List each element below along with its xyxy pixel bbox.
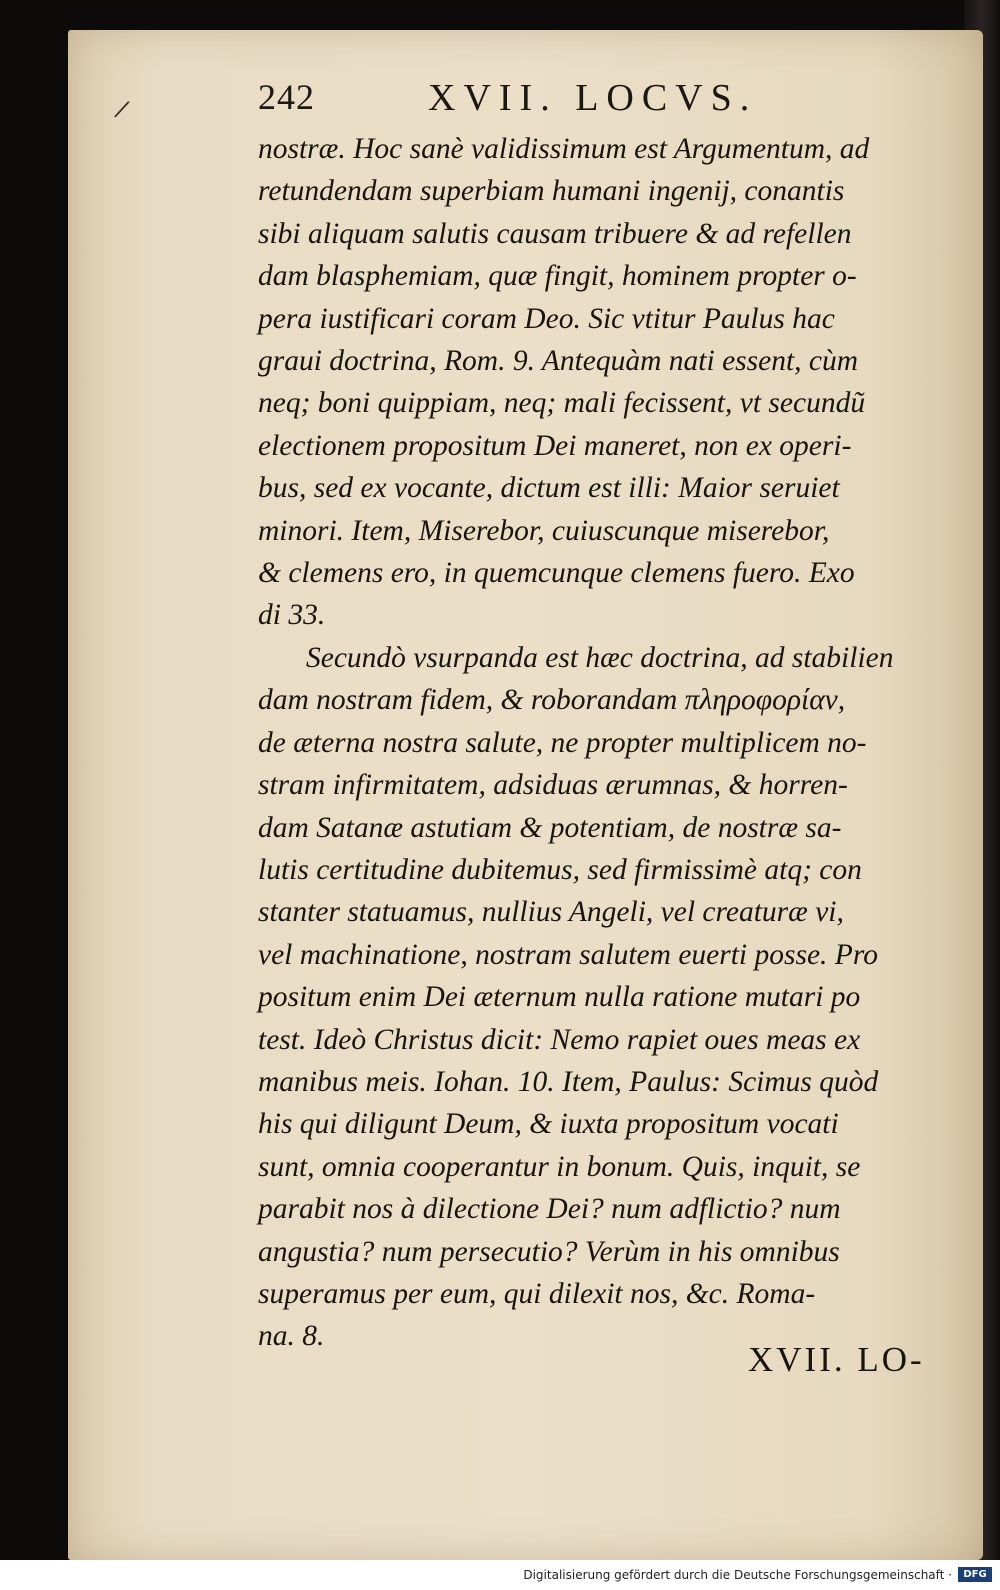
text-line: angustia? num persecutio? Verùm in his omnibus — [258, 1235, 840, 1268]
text-line: de æterna nostra salute, ne propter multiplicem no- — [258, 726, 867, 759]
text-line: electionem propositum Dei maneret, non ex operi- — [258, 429, 852, 462]
text-line: retundendam superbiam humani ingenij, conantis — [258, 175, 845, 208]
digitization-footer — [0, 1560, 1000, 1590]
text-line: minori. Item, Miserebor, cuiuscunque miserebor, — [258, 514, 830, 547]
text-line: pera iustificari coram Deo. Sic vtitur Paulus hac — [258, 302, 835, 335]
text-line: neq; boni quippiam, neq; mali fecissent, vt secundũ — [258, 387, 866, 420]
text-line: stram infirmitatem, adsiduas ærumnas, & horren- — [258, 769, 848, 802]
text-line: na. 8. — [258, 1320, 325, 1353]
text-line: di 33. — [258, 599, 326, 632]
page-number: 242 — [258, 77, 315, 117]
text-line: test. Ideò Christus dicit: Nemo rapiet oues meas ex — [258, 1023, 861, 1056]
text-line: stanter statuamus, nullius Angeli, vel creaturæ vi, — [258, 896, 844, 929]
text-line: lutis certitudine dubitemus, sed firmissimè atq; con — [258, 853, 862, 886]
text-line: sibi aliquam salutis causam tribuere & ad refellen — [258, 217, 852, 250]
text-line: dam nostram fidem, & roborandam πληροφορίαν, — [258, 684, 846, 717]
body-text — [258, 128, 948, 1358]
text-line: vel machinatione, nostram salutem euerti posse. Pro — [258, 938, 878, 971]
paragraph-start-line: Secundò vsurpanda est hæc doctrina, ad stabilien — [306, 641, 894, 674]
text-line: dam blasphemiam, quæ fingit, hominem propter o- — [258, 260, 857, 293]
text-line: sunt, omnia cooperantur in bonum. Quis, inquit, se — [258, 1150, 861, 1183]
text-line: bus, sed ex vocante, dictum est illi: Maior seruiet — [258, 472, 840, 505]
running-head-title: XVII. LOCVS. — [428, 77, 758, 119]
running-head — [258, 76, 938, 122]
catchword: XVII. LO- — [748, 1340, 925, 1379]
text-line: parabit nos à dilectione Dei? num adflictio? num — [258, 1193, 841, 1226]
footer-credit: Digitalisierung gefördert durch die Deutsche Forschungsgemeinschaft · — [523, 1568, 952, 1582]
text-line: & clemens ero, in quemcunque clemens fuero. Exo — [258, 557, 855, 590]
text-line: graui doctrina, Rom. 9. Antequàm nati essent, cùm — [258, 345, 859, 378]
dfg-logo: DFG — [958, 1567, 992, 1582]
text-line: dam Satanæ astutiam & potentiam, de nostræ sa- — [258, 811, 842, 844]
text-line: positum enim Dei æternum nulla ratione mutari po — [258, 981, 861, 1014]
text-line: his qui diligunt Deum, & iuxta propositum vocati — [258, 1108, 839, 1141]
text-line: nostræ. Hoc sanè validissimum est Argumentum, ad — [258, 133, 870, 165]
text-line: manibus meis. Iohan. 10. Item, Paulus: Scimus quòd — [258, 1065, 879, 1098]
margin-mark: / — [112, 94, 132, 124]
text-line: superamus per eum, qui dilexit nos, &c. Roma- — [258, 1277, 816, 1310]
